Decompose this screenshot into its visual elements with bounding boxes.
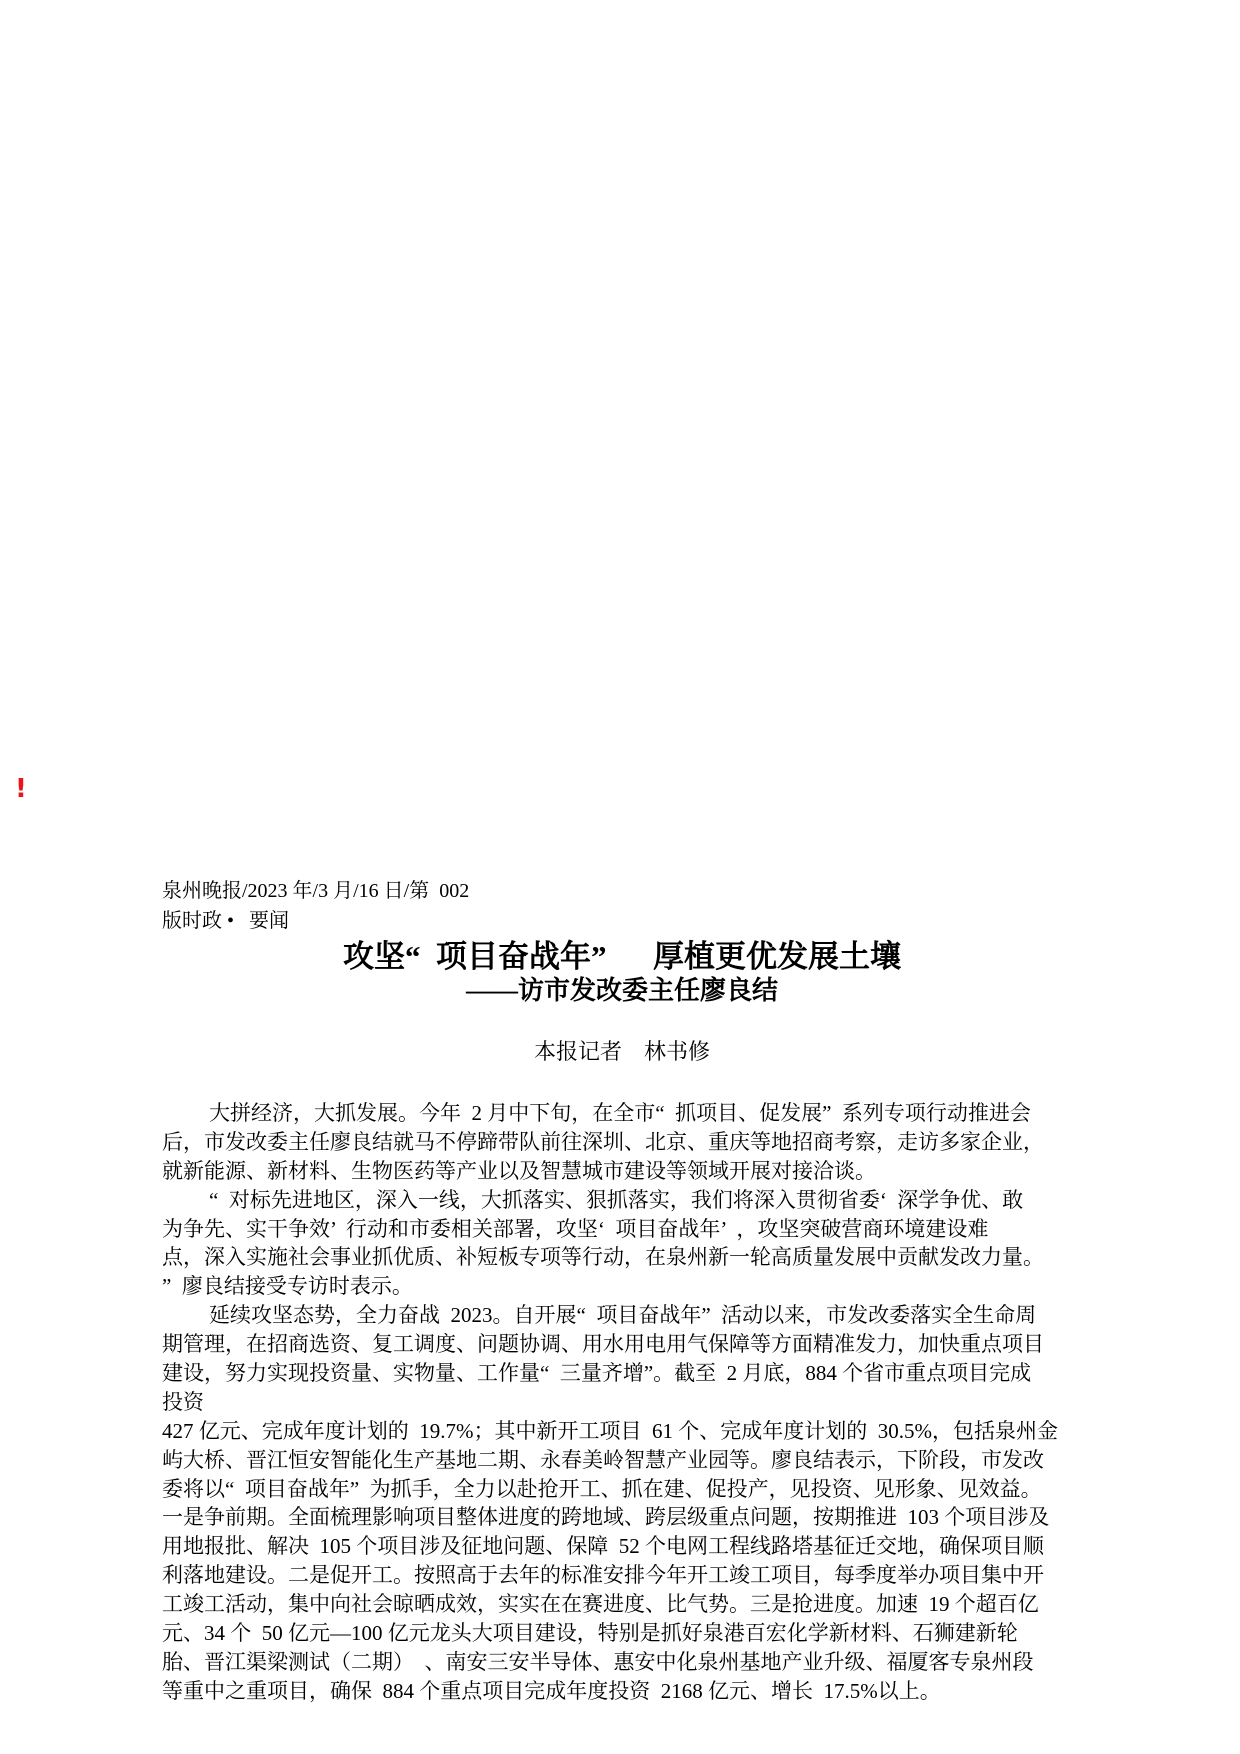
newspaper-header	[162, 876, 1082, 936]
alert-mark: !	[15, 774, 27, 804]
body-line: 延续攻坚态势，全力奋战 2023。自开展“ 项目奋战年” 活动以来，市发改委落实全生命周	[209, 1303, 1037, 1328]
body-line: 用地报批、解决 105 个项目涉及征地问题、保障 52 个电网工程线路塔基征迁交地，确保项目顺	[162, 1534, 1044, 1559]
body-line: 点，深入实施社会事业抓优质、补短板专项等行动，在泉州新一轮高质量发展中贡献发改力量。	[162, 1245, 1044, 1270]
body-line: 建设，努力实现投资量、实物量、工作量“ 三量齐增”。截至 2 月底，884 个省市重点项目完成	[162, 1361, 1032, 1386]
body-line: 后，市发改委主任廖良结就马不停蹄带队前往深圳、北京、重庆等地招商考察，走访多家企业，	[162, 1129, 1044, 1154]
body-line: 投资	[162, 1389, 204, 1414]
header-section-line: 版时政 • 要闻	[162, 910, 290, 932]
body-line: 就新能源、新材料、生物医药等产业以及智慧城市建设等领域开展对接洽谈。	[162, 1158, 876, 1183]
body-line: 大拼经济，大抓发展。今年 2 月中下旬，在全市“ 抓项目、促发展” 系列专项行动推进会	[209, 1101, 1031, 1125]
body-line: 利落地建设。二是促开工。按照高于去年的标准安排今年开工竣工项目，每季度举办项目集中开	[162, 1563, 1044, 1588]
body-line: 元、34 个 50 亿元—100 亿元龙头大项目建设，特别是抓好泉港百宏化学新材料、石狮建新轮	[162, 1621, 1018, 1646]
header-source-line: 泉州晚报/2023 年/3 月/16 日/第 002	[162, 880, 470, 902]
body-line: “ 对标先进地区，深入一线，大抓落实、狠抓落实，我们将深入贯彻省委‘ 深学争优、敢	[209, 1187, 1024, 1212]
body-line: 等重中之重项目，确保 884 个重点项目完成年度投资 2168 亿元、增长 17.5%以上。	[162, 1678, 941, 1703]
article-title: 攻坚“ 项目奋战年” 厚植更优发展土壤	[343, 939, 901, 974]
article-subtitle: ——访市发改委主任廖良结	[465, 976, 778, 1005]
body-line: 工竣工活动，集中向社会晾晒成效，实实在在赛进度、比气势。三是抢进度。加速 19 个超百亿	[162, 1592, 1039, 1617]
body-line: 屿大桥、晋江恒安智能化生产基地二期、永春美岭智慧产业园等。廖良结表示，下阶段，市发改	[162, 1447, 1044, 1472]
body-line: ” 廖良结接受专访时表示。	[162, 1274, 413, 1299]
body-line: 为争先、实干争效’ 行动和市委相关部署，攻坚‘ 项目奋战年’ ，攻坚突破营商环境建设难	[162, 1216, 989, 1241]
body-line: 427 亿元、完成年度计划的 19.7%；其中新开工项目 61 个、完成年度计划的 30.5%，包括泉州金	[162, 1418, 1058, 1443]
body-line: 期管理，在招商选资、复工调度、问题协调、用水用电用气保障等方面精准发力，加快重点项目	[162, 1332, 1044, 1357]
body-line: 一是争前期。全面梳理影响项目整体进度的跨地域、跨层级重点问题，按期推进 103 个项目涉及	[162, 1505, 1050, 1530]
body-line: 胎、晋江渠梁测试（二期） 、南安三安半导体、惠安中化泉州基地产业升级、福厦客专泉州段	[162, 1649, 1034, 1674]
body-line: 委将以“ 项目奋战年” 为抓手，全力以赴抢开工、抓在建、促投产，见投资、见形象、见效益。	[162, 1476, 1042, 1501]
article-body	[162, 1099, 1092, 1706]
article-byline: 本报记者 林书修	[533, 1039, 710, 1064]
